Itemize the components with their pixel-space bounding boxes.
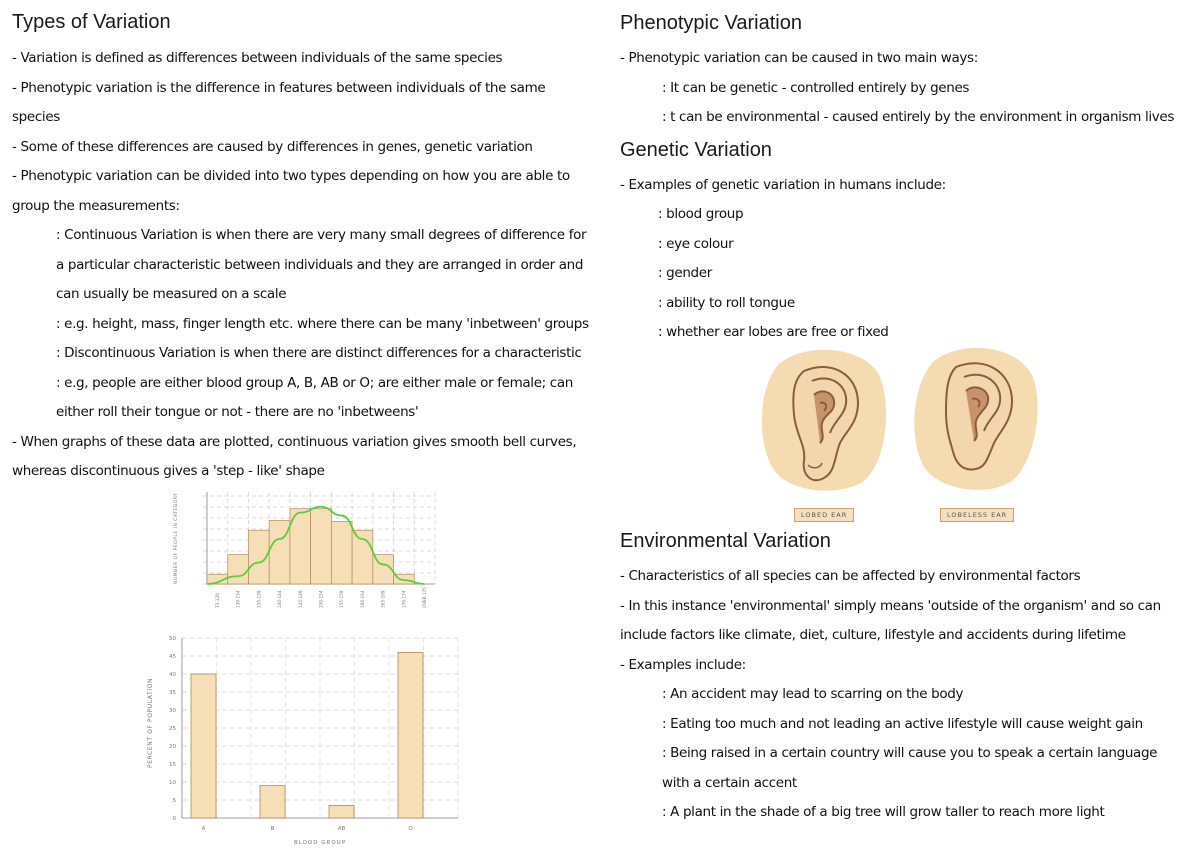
lobed-ear-illustration <box>760 345 890 495</box>
genetic-title: Genetic Variation <box>620 138 772 161</box>
y-tick-label: 50 <box>169 636 176 642</box>
x-tick-label: AB <box>337 826 346 832</box>
genetic-item: : whether ear lobes are free or fixed <box>658 324 889 340</box>
types-line-13: either roll their tongue or not - there are no 'inbetweens' <box>56 404 419 420</box>
environmental-example: : Being raised in a certain country will cause you to speak a certain language <box>662 745 1158 761</box>
chart2-ylabel: PERCENT OF POPULATION <box>147 677 154 768</box>
types-line-9: can usually be measured on a scale <box>56 286 287 302</box>
genetic-line-1: - Examples of genetic variation in humans include: <box>620 176 946 193</box>
environmental-line-4: - Examples include: <box>620 656 746 673</box>
environmental-example: with a certain accent <box>662 774 797 791</box>
y-tick-label: 0 <box>172 816 176 822</box>
histogram-tick-label: 170-174 <box>401 590 407 608</box>
environmental-section <box>620 528 1198 828</box>
types-line-10: : e.g. height, mass, finger length etc. where there can be many 'inbetween' groups <box>56 315 589 332</box>
lobed-ear-label: LOBED EAR <box>794 508 854 522</box>
y-tick-label: 10 <box>169 780 176 786</box>
phenotypic-title: Phenotypic Variation <box>620 12 802 34</box>
histogram-tick-label: 145-149 <box>297 590 303 608</box>
lobeless-ear-label: LOBELESS EAR <box>940 508 1014 522</box>
environmental-text <box>620 562 1198 828</box>
types-line-15: whereas discontinuous gives a 'step - like' shape <box>12 463 325 479</box>
types-line-2: - Phenotypic variation is the difference in features between individuals of the same <box>12 79 546 96</box>
environmental-line-2: - In this instance 'environmental' simply means 'outside of the organism' and so can <box>620 597 1161 614</box>
blood-group-bar <box>329 805 354 818</box>
y-tick-label: 25 <box>169 726 176 732</box>
chart2-xlabel: BLOOD GROUP <box>293 840 347 846</box>
histogram-bar <box>269 520 290 584</box>
histogram-tick-label: 160-164 <box>359 590 365 608</box>
types-line-7: : Continuous Variation is when there are very many small degrees of difference for <box>56 227 587 243</box>
blood-group-bar <box>398 652 423 818</box>
lobeless-ear-illustration <box>912 343 1042 495</box>
y-tick-label: 20 <box>169 744 176 750</box>
environmental-title: Environmental Variation <box>620 530 831 552</box>
histogram-tick-label: 140-144 <box>277 590 283 608</box>
genetic-item: : gender <box>658 265 712 281</box>
right-column <box>620 0 1198 348</box>
genetic-text <box>620 171 1198 348</box>
phenotypic-line-1: - Phenotypic variation can be caused in two main ways: <box>620 50 978 66</box>
blood-group-bar <box>260 786 285 818</box>
x-tick-label: A <box>201 826 206 832</box>
types-line-11: : Discontinuous Variation is when there are distinct differences for a characteristic <box>56 345 582 361</box>
histogram-bar <box>311 509 332 584</box>
y-tick-label: 45 <box>169 654 176 660</box>
histogram-bar <box>331 521 352 584</box>
types-line-8: a particular characteristic between individuals and they are arranged in order and <box>56 256 584 273</box>
types-line-14: - When graphs of these data are plotted, continuous variation gives smooth bell curves, <box>12 433 577 450</box>
histogram-tick-label: 73-129 <box>214 593 220 608</box>
types-line-1: - Variation is defined as differences between individuals of the same species <box>12 50 503 66</box>
y-tick-label: 35 <box>169 690 176 696</box>
types-title: Types of Variation <box>12 11 171 33</box>
y-tick-label: 15 <box>169 762 176 768</box>
chart1-ylabel: NUMBER OF PEOPLE IN CATEGORY <box>174 492 179 584</box>
types-line-6: group the measurements: <box>12 197 180 214</box>
y-tick-label: 30 <box>169 708 176 714</box>
genetic-item: : eye colour <box>658 235 734 252</box>
types-line-3: species <box>12 109 60 125</box>
histogram-tick-label: 165-169 <box>380 590 386 608</box>
histogram-tick-label: 155-159 <box>339 590 345 608</box>
blood-group-bar <box>191 674 216 818</box>
x-tick-label: B <box>270 826 275 832</box>
height-histogram-chart <box>165 488 445 630</box>
types-line-4: - Some of these differences are caused by differences in genes, genetic variation <box>12 138 533 155</box>
environmental-example: : A plant in the shade of a big tree will grow taller to reach more light <box>662 804 1105 820</box>
types-line-5: - Phenotypic variation can be divided into two types depending on how you are able to <box>12 168 570 184</box>
phenotypic-text <box>620 44 1198 133</box>
histogram-tick-label: 150-154 <box>318 590 324 608</box>
blood-group-chart <box>140 628 470 848</box>
y-tick-label: 5 <box>172 798 176 804</box>
types-text <box>12 44 608 487</box>
genetic-item: : ability to roll tongue <box>658 294 795 311</box>
y-tick-label: 40 <box>169 672 176 678</box>
phenotypic-line-2: : It can be genetic - controlled entirely by genes <box>662 79 970 96</box>
environmental-example: : An accident may lead to scarring on the body <box>662 686 964 702</box>
left-column <box>12 0 608 487</box>
environmental-example: : Eating too much and not leading an active lifestyle will cause weight gain <box>662 715 1143 732</box>
environmental-line-1: - Characteristics of all species can be affected by environmental factors <box>620 568 1081 584</box>
x-tick-label: O <box>408 826 413 832</box>
histogram-bar <box>228 555 249 584</box>
histogram-tick-label: OVER 175 <box>422 587 428 608</box>
types-line-12: : e.g, people are either blood group A, B, AB or O; are either male or female; can <box>56 374 574 391</box>
histogram-tick-label: 135-139 <box>256 590 262 608</box>
histogram-tick-label: 130-134 <box>235 590 241 608</box>
genetic-item: : blood group <box>658 206 744 222</box>
environmental-line-3: include factors like climate, diet, culture, lifestyle and accidents during lifetime <box>620 627 1126 643</box>
phenotypic-line-3: : t can be environmental - caused entirely by the environment in organism lives <box>662 109 1175 125</box>
